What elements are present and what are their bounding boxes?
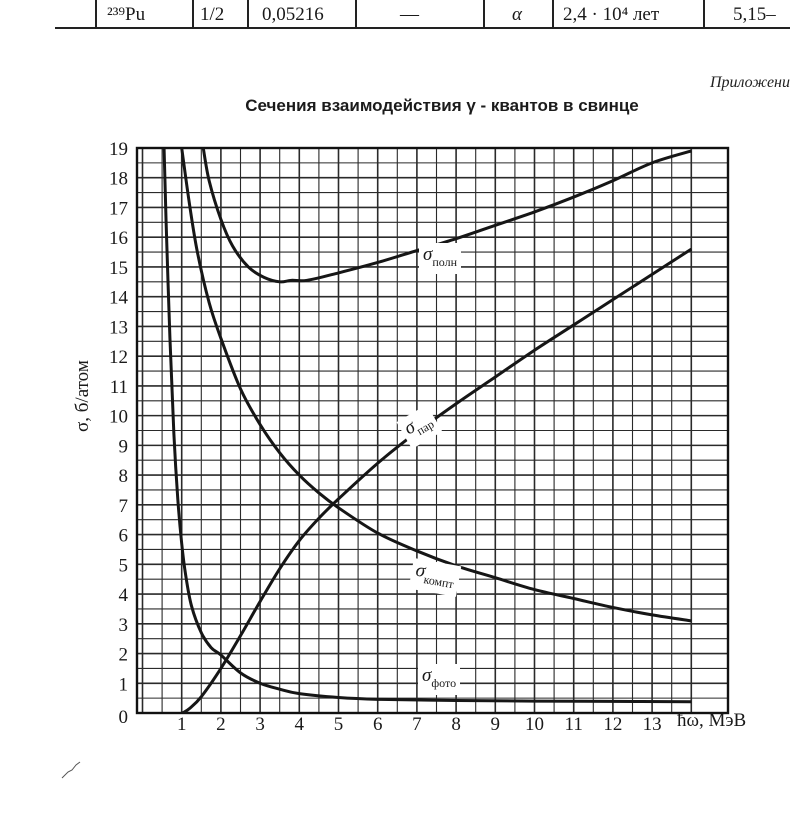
- series-label-pair: $\sigma_{пар}$: [397, 405, 443, 449]
- y-tick-label: 11: [109, 376, 128, 398]
- y-tick-label: 6: [118, 525, 128, 547]
- table-dash: —: [400, 4, 419, 25]
- y-tick-label: 15: [109, 257, 128, 279]
- x-axis-label: ħω, МэВ: [677, 710, 747, 731]
- x-tick-label: 7: [412, 714, 422, 735]
- table-spin: 1/2: [200, 4, 225, 25]
- x-tick-label: 11: [564, 714, 583, 735]
- table-half-life: 2,4 · 10⁴ лет: [563, 4, 660, 25]
- y-tick-label: 18: [109, 168, 128, 190]
- y-tick-label: 3: [118, 614, 128, 636]
- y-tick-label: 5: [118, 555, 128, 577]
- x-tick-label: 6: [372, 714, 383, 735]
- x-tick-label: 1: [176, 714, 187, 735]
- table-mass-value: 0,05216: [262, 4, 324, 25]
- x-tick-label: 8: [451, 714, 461, 735]
- table-decay-type: α: [512, 4, 522, 25]
- y-tick-label: 4: [118, 585, 128, 607]
- y-tick-label: 13: [109, 317, 128, 339]
- y-tick-label: 10: [109, 406, 128, 428]
- y-tick-label: 17: [109, 198, 128, 220]
- x-tick-label: 4: [294, 714, 305, 735]
- y-tick-label: 1: [118, 674, 128, 696]
- x-tick-label: 2: [216, 714, 226, 735]
- x-tick-label: 5: [333, 714, 344, 735]
- y-tick-label: 8: [118, 466, 128, 488]
- chart-title: Сечения взаимодействия γ - квантов в свинце: [245, 96, 639, 115]
- y-axis-ticks: [109, 139, 129, 728]
- y-tick-label: 19: [109, 139, 128, 160]
- y-tick-label: 2: [118, 644, 128, 666]
- y-tick-label: 12: [109, 347, 128, 369]
- series-label-total: $\sigma_{полн}$: [419, 243, 461, 274]
- x-axis-ticks: [177, 714, 662, 735]
- x-tick-label: 3: [255, 714, 265, 735]
- table-isotope: ²³⁹Pu: [107, 4, 146, 25]
- pencil-mark: [60, 758, 84, 780]
- x-tick-label: 10: [525, 714, 544, 735]
- y-tick-label: 16: [109, 228, 128, 250]
- table-energy: 5,15–: [733, 4, 776, 25]
- y-axis-label: σ, б/атом: [72, 360, 93, 432]
- y-tick-label: 9: [118, 436, 128, 458]
- y-tick-label: 14: [109, 287, 128, 309]
- x-tick-label: 13: [642, 714, 662, 735]
- series-label-photo: $\sigma_{фото}$: [418, 664, 460, 695]
- appendix-label: Приложени: [709, 74, 790, 91]
- y-tick-label: 0: [118, 707, 128, 728]
- x-tick-label: 12: [603, 714, 623, 735]
- series-label-compton: $\sigma_{компт}$: [409, 558, 461, 597]
- y-tick-label: 7: [118, 495, 128, 517]
- x-tick-label: 9: [490, 714, 501, 735]
